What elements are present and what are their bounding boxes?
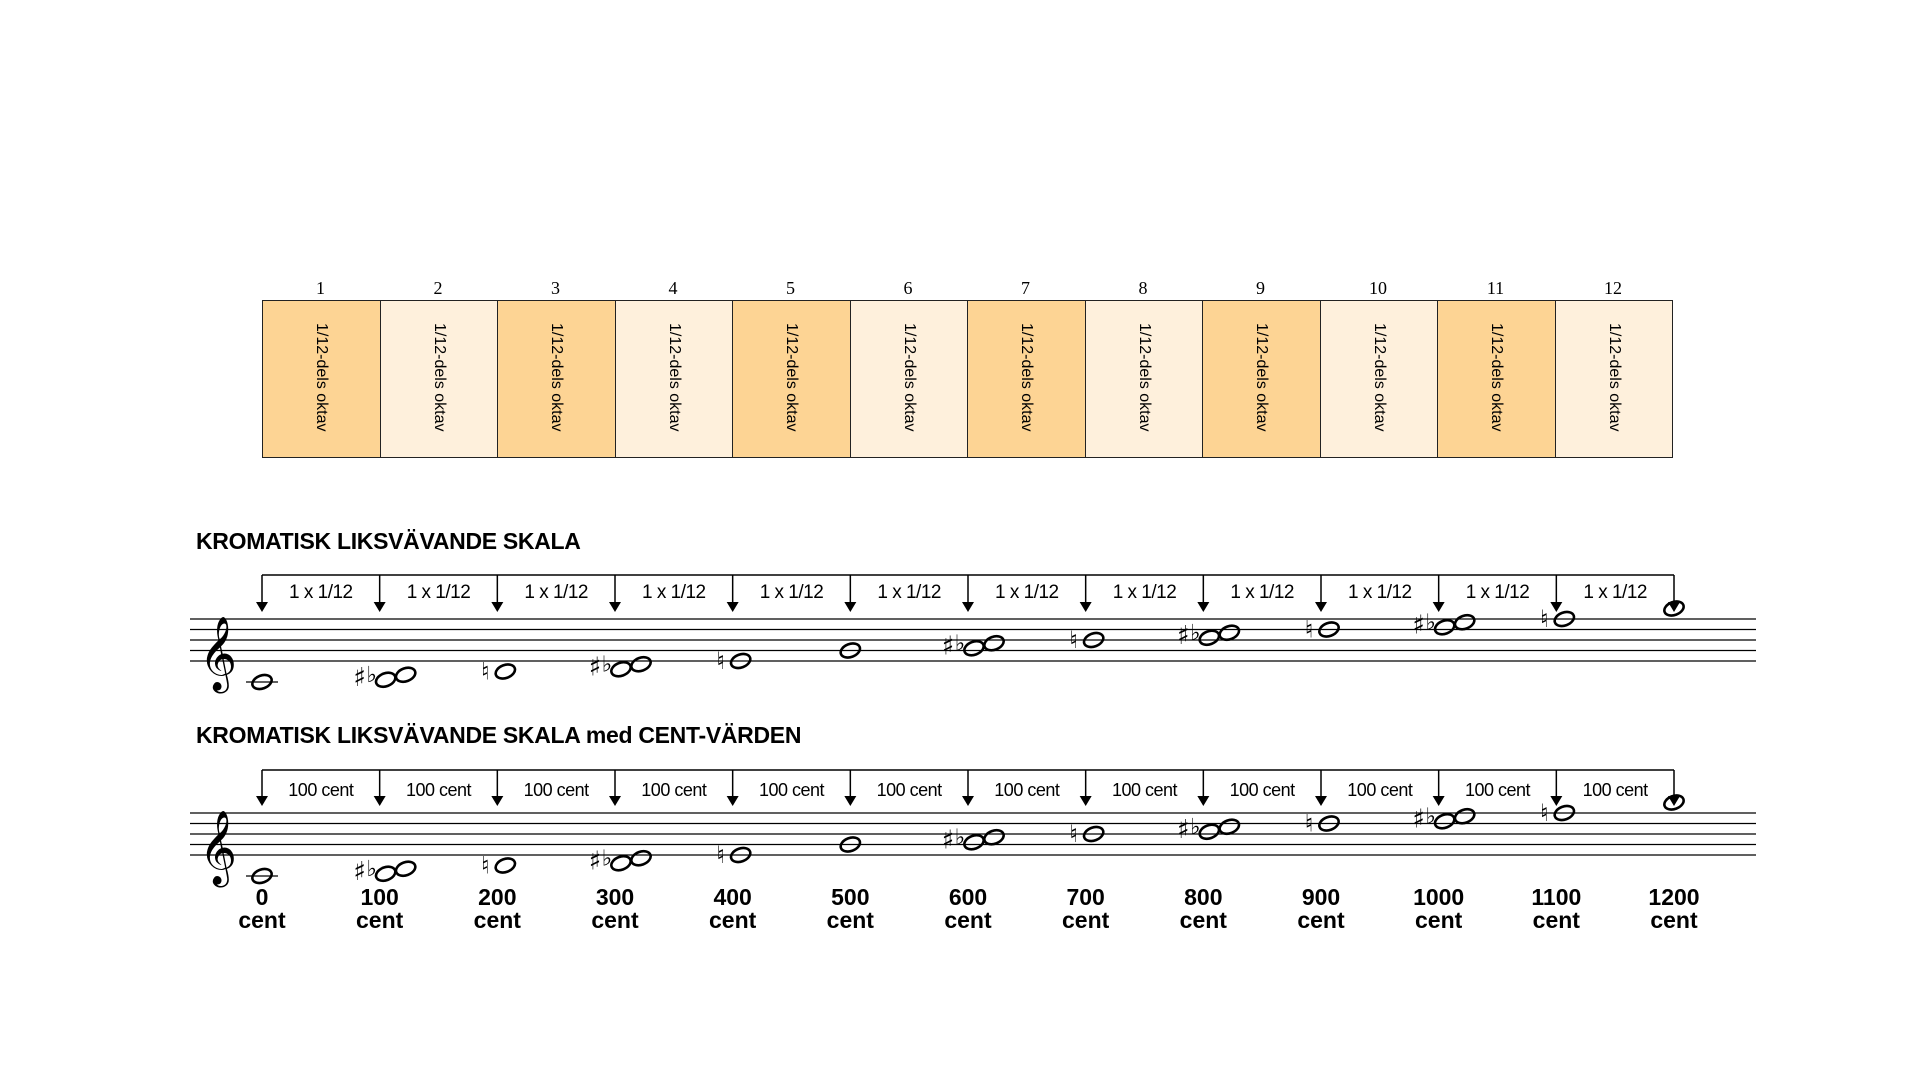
cent-unit: cent [709, 907, 757, 933]
down-arrow-icon [609, 796, 621, 806]
cent-number: 600 [948, 884, 988, 910]
flat-icon: ♭ [601, 652, 613, 678]
whole-note-icon [374, 670, 397, 689]
cent-number: 900 [1301, 884, 1341, 910]
octave-number: 12 [1604, 278, 1622, 298]
octave-number: 3 [551, 278, 560, 298]
flat-icon: ♭ [1425, 610, 1436, 636]
treble-clef-icon: 𝄞 [199, 811, 237, 885]
cent-unit: cent [473, 907, 521, 933]
whole-note-icon [494, 662, 517, 681]
whole-note-icon [629, 849, 652, 868]
sharp-icon: ♯ [941, 631, 955, 662]
cent-number: 0 [255, 884, 269, 910]
octave-number: 2 [433, 278, 443, 298]
whole-note-icon [494, 856, 517, 875]
cent-value-label [1511, 886, 1601, 932]
octave-cell-label: 1/12-dels oktav [548, 323, 566, 432]
step-label: 1 x 1/12 [406, 582, 471, 603]
octave-cell-label: 1/12-dels oktav [1253, 323, 1271, 432]
down-arrow-icon [609, 602, 621, 612]
octave-cell-label: 1/12-dels oktav [313, 323, 331, 432]
cent-unit: cent [356, 907, 404, 933]
flat-icon: ♭ [366, 856, 377, 882]
down-arrow-icon [1315, 602, 1327, 612]
step-label: 1 x 1/12 [995, 582, 1059, 603]
step-label: 1 x 1/12 [759, 582, 824, 603]
cent-value-label [570, 886, 660, 932]
whole-note-icon [1198, 628, 1221, 647]
cent-value-label [217, 886, 307, 932]
down-arrow-icon [1197, 602, 1209, 612]
flat-icon: ♭ [366, 662, 377, 688]
whole-note-icon [609, 660, 632, 679]
cent-unit: cent [1415, 907, 1463, 933]
cent-unit: cent [1297, 907, 1345, 933]
flat-icon: ♭ [1425, 804, 1436, 830]
step-label: 100 cent [758, 780, 825, 800]
sharp-icon: ♯ [1177, 814, 1190, 845]
down-arrow-icon [256, 602, 268, 612]
whole-note-icon [962, 639, 985, 658]
down-arrow-icon [1315, 796, 1327, 806]
step-label: 100 cent [1582, 780, 1648, 800]
step-label: 1 x 1/12 [289, 582, 353, 603]
octave-number: 9 [1256, 278, 1265, 298]
whole-note-icon [394, 859, 417, 878]
octave-cell-label: 1/12-dels oktav [1018, 323, 1036, 432]
step-label: 100 cent [405, 780, 472, 800]
whole-note-icon [394, 665, 417, 684]
down-arrow-icon [727, 602, 739, 612]
natural-icon: ♮ [1540, 799, 1549, 827]
step-label: 1 x 1/12 [1583, 582, 1647, 603]
cent-number: 500 [831, 884, 870, 910]
step-label: 1 x 1/12 [1230, 582, 1294, 603]
down-arrow-icon [374, 602, 386, 612]
cent-unit: cent [1179, 907, 1227, 933]
down-arrow-icon [1080, 602, 1092, 612]
cent-number: 700 [1066, 884, 1105, 910]
cent-unit: cent [238, 907, 286, 933]
sharp-icon: ♯ [353, 662, 366, 693]
natural-icon: ♮ [1540, 605, 1549, 633]
cent-value-label [688, 886, 778, 932]
cent-number: 1100 [1531, 884, 1582, 910]
cent-value-label [335, 886, 425, 932]
cent-value-label [923, 886, 1013, 932]
cent-unit: cent [1650, 907, 1698, 933]
step-label: 1 x 1/12 [1112, 582, 1177, 603]
step-label: 100 cent [1111, 780, 1178, 800]
natural-icon: ♮ [1069, 820, 1078, 848]
cent-number: 100 [360, 884, 399, 910]
octave-number: 10 [1369, 278, 1387, 298]
natural-icon: ♮ [1069, 626, 1078, 654]
whole-note-icon [629, 655, 652, 674]
cent-number: 1200 [1648, 884, 1700, 910]
octave-cell-label: 1/12-dels oktav [783, 323, 801, 432]
octave-cell-label: 1/12-dels oktav [1370, 323, 1388, 432]
step-label: 1 x 1/12 [877, 582, 941, 603]
sharp-icon: ♯ [1412, 804, 1425, 835]
down-arrow-icon [1080, 796, 1092, 806]
octave-cell-label: 1/12-dels oktav [1488, 323, 1506, 432]
whole-note-icon [962, 833, 985, 852]
flat-icon: ♭ [1190, 620, 1201, 646]
whole-note-icon [1433, 812, 1456, 831]
cent-number: 400 [713, 884, 752, 910]
cent-number: 1000 [1413, 884, 1465, 910]
step-label: 100 cent [994, 780, 1060, 800]
whole-note-icon [1198, 822, 1221, 841]
flat-icon: ♭ [954, 825, 966, 851]
down-arrow-icon [844, 602, 856, 612]
octave-number: 4 [668, 278, 678, 298]
cent-value-label [1629, 886, 1719, 932]
natural-icon: ♮ [1304, 809, 1314, 838]
sharp-icon: ♯ [353, 856, 366, 887]
cent-value-label [1041, 886, 1131, 932]
step-label: 100 cent [523, 780, 589, 800]
treble-clef-icon: 𝄞 [199, 617, 237, 691]
octave-number: 7 [1021, 278, 1030, 298]
octave-cell-label: 1/12-dels oktav [1605, 323, 1623, 432]
flat-icon: ♭ [954, 631, 966, 657]
step-label: 100 cent [876, 780, 942, 800]
down-arrow-icon [374, 796, 386, 806]
cent-value-label [1394, 886, 1484, 932]
down-arrow-icon [256, 796, 268, 806]
sharp-icon: ♯ [1177, 620, 1190, 651]
sharp-icon: ♯ [1412, 610, 1425, 641]
octave-cell-label: 1/12-dels oktav [430, 323, 448, 432]
sharp-icon: ♯ [941, 825, 955, 856]
cent-value-label [805, 886, 895, 932]
step-label: 100 cent [1229, 780, 1295, 800]
octave-cell-label: 1/12-dels oktav [1135, 323, 1153, 432]
natural-icon: ♮ [1304, 615, 1314, 644]
flat-icon: ♭ [1190, 814, 1201, 840]
down-arrow-icon [491, 796, 503, 806]
cent-unit: cent [1532, 907, 1580, 933]
down-arrow-icon [491, 602, 503, 612]
octave-number: 5 [786, 278, 795, 298]
whole-note-icon [374, 864, 397, 883]
step-label: 1 x 1/12 [524, 582, 588, 603]
step-label: 1 x 1/12 [1348, 582, 1412, 603]
octave-cell-label: 1/12-dels oktav [665, 323, 683, 432]
cent-value-label [1158, 886, 1248, 932]
cent-unit: cent [826, 907, 874, 933]
cent-number: 200 [478, 884, 517, 910]
step-label: 100 cent [1347, 780, 1413, 800]
section-title-chromatic-scale: KROMATISK LIKSVÄVANDE SKALA [196, 528, 581, 554]
natural-icon: ♮ [716, 841, 725, 869]
whole-note-icon [1433, 618, 1456, 637]
octave-number: 8 [1138, 278, 1148, 298]
octave-number: 11 [1486, 278, 1505, 298]
step-label: 100 cent [288, 780, 354, 800]
octave-number: 6 [903, 278, 913, 298]
cent-unit: cent [944, 907, 992, 933]
natural-icon: ♮ [481, 851, 490, 880]
cent-unit: cent [1062, 907, 1110, 933]
step-label: 100 cent [1464, 780, 1531, 800]
sharp-icon: ♯ [588, 846, 602, 877]
octave-cell-label: 1/12-dels oktav [900, 323, 918, 432]
flat-icon: ♭ [601, 846, 613, 872]
down-arrow-icon [1197, 796, 1209, 806]
cent-unit: cent [591, 907, 639, 933]
down-arrow-icon [1550, 602, 1562, 612]
step-label: 1 x 1/12 [642, 582, 706, 603]
natural-icon: ♮ [481, 657, 490, 686]
step-label: 1 x 1/12 [1465, 582, 1530, 603]
cent-value-label [452, 886, 542, 932]
cent-number: 800 [1184, 884, 1223, 910]
down-arrow-icon [844, 796, 856, 806]
step-label: 100 cent [641, 780, 707, 800]
down-arrow-icon [1550, 796, 1562, 806]
down-arrow-icon [962, 796, 974, 806]
section-title-cent-scale: KROMATISK LIKSVÄVANDE SKALA med CENT-VÄRDEN [196, 722, 802, 748]
down-arrow-icon [962, 602, 974, 612]
cent-value-label [1276, 886, 1366, 932]
octave-number: 1 [316, 278, 325, 298]
sharp-icon: ♯ [588, 652, 602, 683]
whole-note-icon [609, 854, 632, 873]
down-arrow-icon [727, 796, 739, 806]
natural-icon: ♮ [716, 647, 725, 675]
cent-number: 300 [595, 884, 635, 910]
